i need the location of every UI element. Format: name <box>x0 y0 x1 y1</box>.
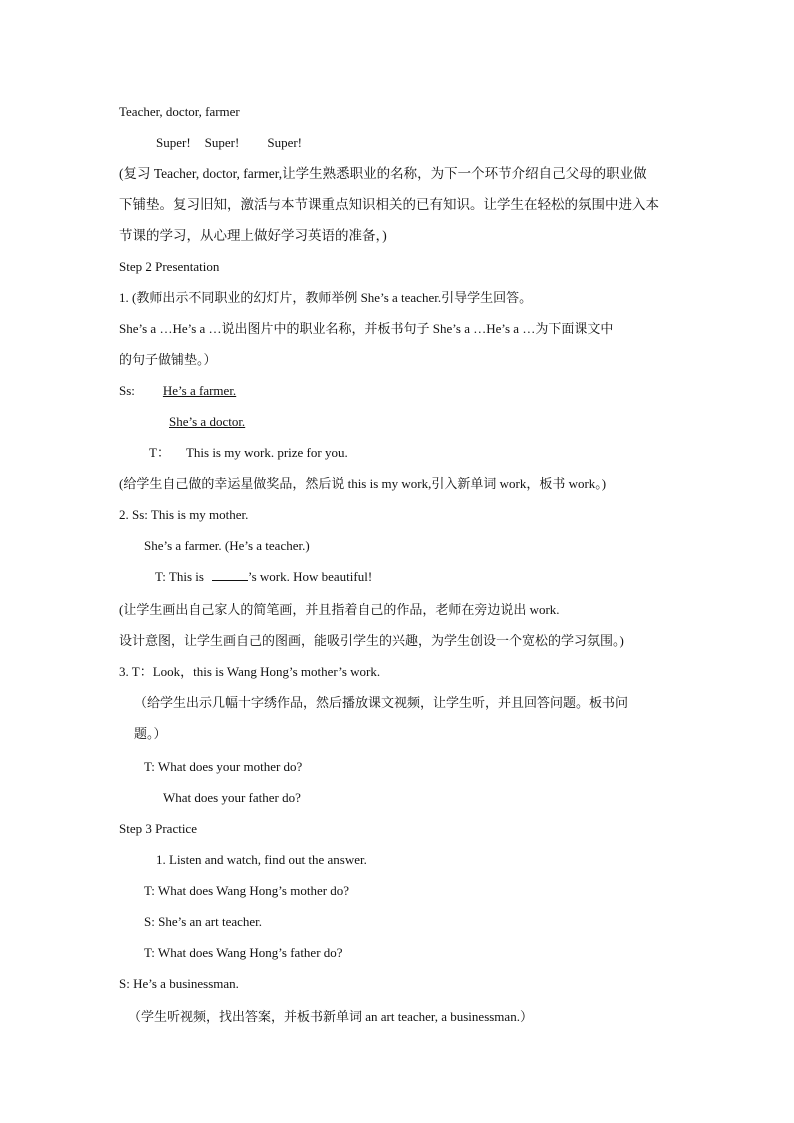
super-1: Super! <box>156 135 191 150</box>
line-presentation-2: She’s a …He’s a …说出图片中的职业名称，并板书句子 She’s a …He’s a …为下面课文中 <box>119 321 614 336</box>
ss-label: Ss: <box>119 383 135 398</box>
line-review-note-1: (复习 Teacher, doctor, farmer,让学生熟悉职业的名称，为下一个环节介绍自己父母的职业做 <box>119 166 647 181</box>
line-review-note-2: 下铺垫。复习旧知，激活与本节课重点知识相关的已有知识。让学生在轻松的氛围中进入本 <box>119 197 659 212</box>
line-teacher-prize <box>149 444 348 462</box>
step3-heading: Step 3 Practice <box>119 821 197 836</box>
super-2: Super! <box>204 135 240 150</box>
line-draw-family: (让学生画出自己家人的简笔画，并且指着自己的作品，老师在旁边说出 work. <box>119 602 560 617</box>
line-design-intent: 设计意图，让学生画自己的图画，能吸引学生的兴趣，为学生创设一个宽松的学习氛围。) <box>119 633 624 648</box>
line-super <box>156 134 302 152</box>
line-ss-answer <box>119 382 236 400</box>
line-she-farmer: She’s a farmer. (He’s a teacher.) <box>144 538 310 553</box>
answer-farmer: He’s a farmer. <box>162 383 237 398</box>
line-video-note: （学生听视频，找出答案，并板书新单词 an art teacher, a businessman.） <box>128 1009 533 1024</box>
line-q-mother: T: What does Wang Hong’s mother do? <box>144 883 350 898</box>
line-occupations: Teacher, doctor, farmer <box>119 104 240 119</box>
line-review-note-3: 节课的学习，从心理上做好学习英语的准备，) <box>119 228 387 243</box>
answer-doctor: She’s a doctor. <box>169 414 246 429</box>
line-listen-watch: 1. Listen and watch, find out the answer. <box>156 852 367 867</box>
line-t-this-is <box>155 568 372 586</box>
line-q-father: T: What does Wang Hong’s father do? <box>144 945 343 960</box>
line-father-question: What does your father do? <box>163 790 301 805</box>
t-this-is: T: This is <box>155 569 204 584</box>
t-label: T： <box>149 445 170 460</box>
prize-text: This is my work. prize for you. <box>185 445 348 460</box>
line-cross-stitch-2: 题。） <box>134 726 167 741</box>
line-a-father: S: He’s a businessman. <box>119 976 239 991</box>
line-mother-question: T: What does your mother do? <box>144 759 303 774</box>
fill-blank <box>212 569 248 581</box>
line-presentation-1: 1. (教师出示不同职业的幻灯片，教师举例 She’s a teacher.引导学生回答。 <box>119 290 533 305</box>
line-cross-stitch-1: （给学生出示几幅十字绣作品，然后播放课文视频，让学生听，并且回答问题。板书问 <box>134 695 629 710</box>
line-lucky-star-note: (给学生自己做的幸运星做奖品，然后说 this is my work,引入新单词 work，板书 work。) <box>119 476 607 491</box>
line-look-work: 3. T：Look，this is Wang Hong’s mother’s work. <box>119 664 381 679</box>
super-3: Super! <box>267 135 303 150</box>
line-presentation-3: 的句子做铺垫。） <box>119 352 217 367</box>
step2-heading: Step 2 Presentation <box>119 259 220 274</box>
line-a-mother: S: She’s an art teacher. <box>144 914 263 929</box>
t-work-beautiful: ’s work. How beautiful! <box>247 569 373 584</box>
line-ss-mother: 2. Ss: This is my mother. <box>119 507 249 522</box>
